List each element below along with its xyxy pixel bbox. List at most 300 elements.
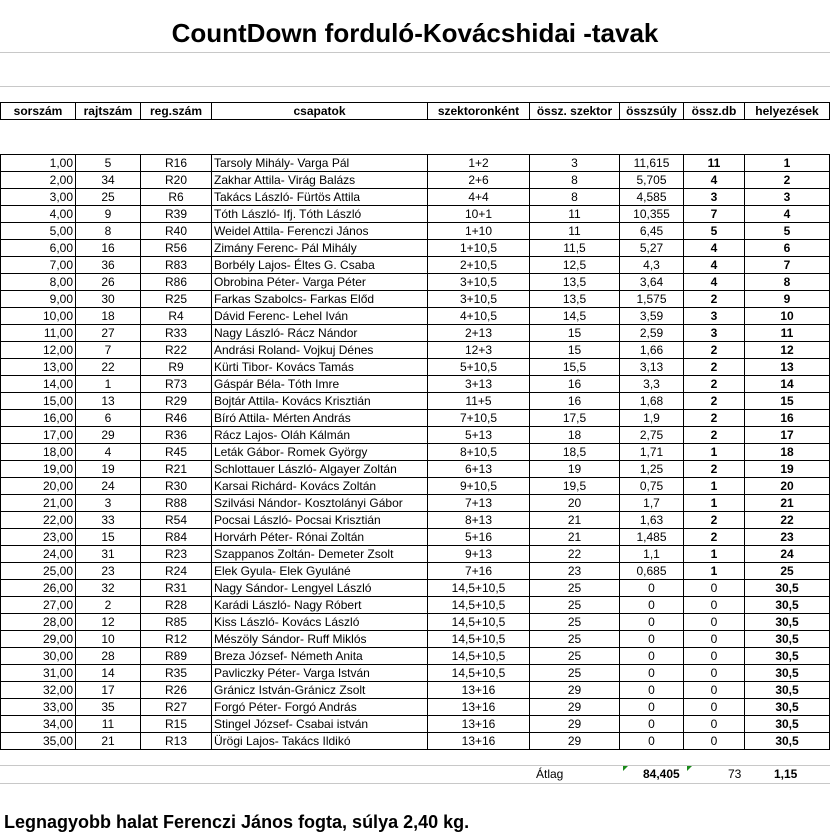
reg-number-cell: R25 bbox=[141, 291, 212, 308]
start-number-cell: 33 bbox=[76, 512, 141, 529]
table-row bbox=[1, 444, 830, 461]
team-name-cell: Mészöly Sándor- Ruff Miklós bbox=[212, 631, 428, 648]
total-sector-cell: 16 bbox=[530, 376, 620, 393]
start-number-cell: 18 bbox=[76, 308, 141, 325]
reg-number-cell: R20 bbox=[141, 172, 212, 189]
row-number-cell: 10,00 bbox=[1, 308, 76, 325]
sectors-cell: 8+13 bbox=[428, 512, 530, 529]
start-number-cell: 6 bbox=[76, 410, 141, 427]
sectors-cell: 5+13 bbox=[428, 427, 530, 444]
total-count-cell: 3 bbox=[684, 308, 745, 325]
row-number-cell: 33,00 bbox=[1, 699, 76, 716]
row-number-cell: 29,00 bbox=[1, 631, 76, 648]
start-number-cell: 8 bbox=[76, 223, 141, 240]
total-count-cell: 1 bbox=[684, 495, 745, 512]
start-number-cell: 14 bbox=[76, 665, 141, 682]
row-number-cell: 19,00 bbox=[1, 461, 76, 478]
row-number-cell: 26,00 bbox=[1, 580, 76, 597]
total-sector-cell: 25 bbox=[530, 648, 620, 665]
reg-number-cell: R86 bbox=[141, 274, 212, 291]
total-count-cell: 11 bbox=[684, 155, 745, 172]
total-sector-cell: 17,5 bbox=[530, 410, 620, 427]
ranking-cell: 1 bbox=[745, 155, 830, 172]
total-weight-cell: 2,59 bbox=[620, 325, 684, 342]
total-count-cell: 0 bbox=[684, 597, 745, 614]
table-row bbox=[1, 546, 830, 563]
ranking-cell: 30,5 bbox=[745, 665, 830, 682]
team-name-cell: Schlottauer László- Algayer Zoltán bbox=[212, 461, 428, 478]
table-row bbox=[1, 155, 830, 172]
reg-number-cell: R54 bbox=[141, 512, 212, 529]
team-name-cell: Tóth László- Ifj. Tóth László bbox=[212, 206, 428, 223]
sectors-cell: 5+16 bbox=[428, 529, 530, 546]
total-sector-cell: 29 bbox=[530, 733, 620, 750]
sectors-cell: 7+10,5 bbox=[428, 410, 530, 427]
total-count-cell: 0 bbox=[684, 580, 745, 597]
total-sector-cell: 8 bbox=[530, 172, 620, 189]
reg-number-cell: R56 bbox=[141, 240, 212, 257]
team-name-cell: Karsai Richárd- Kovács Zoltán bbox=[212, 478, 428, 495]
total-count-cell: 2 bbox=[684, 359, 745, 376]
team-name-cell: Obrobina Péter- Varga Péter bbox=[212, 274, 428, 291]
row-number-cell: 28,00 bbox=[1, 614, 76, 631]
row-number-cell: 2,00 bbox=[1, 172, 76, 189]
column-header: össz.db bbox=[684, 103, 745, 120]
table-row bbox=[1, 631, 830, 648]
sectors-cell: 5+10,5 bbox=[428, 359, 530, 376]
ranking-cell: 6 bbox=[745, 240, 830, 257]
team-name-cell: Horvárh Péter- Rónai Zoltán bbox=[212, 529, 428, 546]
sectors-cell: 3+10,5 bbox=[428, 274, 530, 291]
start-number-cell: 17 bbox=[76, 682, 141, 699]
reg-number-cell: R22 bbox=[141, 342, 212, 359]
row-number-cell: 15,00 bbox=[1, 393, 76, 410]
total-weight-cell: 0 bbox=[620, 665, 684, 682]
start-number-cell: 9 bbox=[76, 206, 141, 223]
reg-number-cell: R40 bbox=[141, 223, 212, 240]
header-row bbox=[1, 103, 830, 120]
table-row bbox=[1, 580, 830, 597]
total-weight-cell: 1,71 bbox=[620, 444, 684, 461]
ranking-cell: 30,5 bbox=[745, 733, 830, 750]
row-number-cell: 4,00 bbox=[1, 206, 76, 223]
gridline bbox=[0, 52, 830, 53]
gridline bbox=[0, 86, 830, 87]
total-count-cell: 2 bbox=[684, 529, 745, 546]
table-row bbox=[1, 563, 830, 580]
start-number-cell: 26 bbox=[76, 274, 141, 291]
average-weight: 84,405 bbox=[643, 767, 680, 781]
ranking-cell: 30,5 bbox=[745, 631, 830, 648]
reg-number-cell: R73 bbox=[141, 376, 212, 393]
table-row bbox=[1, 529, 830, 546]
total-count-cell: 0 bbox=[684, 648, 745, 665]
sectors-cell: 4+10,5 bbox=[428, 308, 530, 325]
total-sector-cell: 21 bbox=[530, 512, 620, 529]
results-table bbox=[0, 102, 830, 750]
ranking-cell: 30,5 bbox=[745, 682, 830, 699]
sectors-cell: 4+4 bbox=[428, 189, 530, 206]
start-number-cell: 1 bbox=[76, 376, 141, 393]
total-weight-cell: 4,585 bbox=[620, 189, 684, 206]
row-number-cell: 12,00 bbox=[1, 342, 76, 359]
sectors-cell: 7+13 bbox=[428, 495, 530, 512]
ranking-cell: 4 bbox=[745, 206, 830, 223]
total-sector-cell: 13,5 bbox=[530, 274, 620, 291]
column-header: helyezések bbox=[745, 103, 830, 120]
reg-number-cell: R35 bbox=[141, 665, 212, 682]
table-row bbox=[1, 648, 830, 665]
table-row bbox=[1, 682, 830, 699]
ranking-cell: 22 bbox=[745, 512, 830, 529]
column-header: összsúly bbox=[620, 103, 684, 120]
reg-number-cell: R27 bbox=[141, 699, 212, 716]
page-title: CountDown forduló-Kovácshidai -tavak bbox=[171, 18, 659, 48]
total-weight-cell: 10,355 bbox=[620, 206, 684, 223]
sectors-cell: 14,5+10,5 bbox=[428, 597, 530, 614]
total-count-cell: 2 bbox=[684, 512, 745, 529]
ranking-cell: 2 bbox=[745, 172, 830, 189]
reg-number-cell: R31 bbox=[141, 580, 212, 597]
team-name-cell: Leták Gábor- Romek György bbox=[212, 444, 428, 461]
sectors-cell: 1+10 bbox=[428, 223, 530, 240]
total-sector-cell: 25 bbox=[530, 665, 620, 682]
sectors-cell: 12+3 bbox=[428, 342, 530, 359]
total-count-cell: 0 bbox=[684, 631, 745, 648]
row-number-cell: 30,00 bbox=[1, 648, 76, 665]
start-number-cell: 36 bbox=[76, 257, 141, 274]
ranking-cell: 17 bbox=[745, 427, 830, 444]
table-row bbox=[1, 376, 830, 393]
total-sector-cell: 21 bbox=[530, 529, 620, 546]
reg-number-cell: R4 bbox=[141, 308, 212, 325]
total-sector-cell: 15,5 bbox=[530, 359, 620, 376]
ranking-cell: 5 bbox=[745, 223, 830, 240]
row-number-cell: 5,00 bbox=[1, 223, 76, 240]
sectors-cell: 14,5+10,5 bbox=[428, 631, 530, 648]
total-count-cell: 0 bbox=[684, 716, 745, 733]
total-sector-cell: 23 bbox=[530, 563, 620, 580]
total-weight-cell: 1,9 bbox=[620, 410, 684, 427]
row-number-cell: 11,00 bbox=[1, 325, 76, 342]
reg-number-cell: R85 bbox=[141, 614, 212, 631]
total-weight-cell: 1,485 bbox=[620, 529, 684, 546]
table-row bbox=[1, 495, 830, 512]
total-count-cell: 0 bbox=[684, 665, 745, 682]
total-weight-cell: 0,75 bbox=[620, 478, 684, 495]
reg-number-cell: R23 bbox=[141, 546, 212, 563]
total-weight-cell: 0 bbox=[620, 648, 684, 665]
table-row bbox=[1, 274, 830, 291]
total-weight-cell: 0 bbox=[620, 733, 684, 750]
sectors-cell: 2+10,5 bbox=[428, 257, 530, 274]
ranking-cell: 23 bbox=[745, 529, 830, 546]
average-rank: 1,15 bbox=[774, 767, 798, 781]
sectors-cell: 6+13 bbox=[428, 461, 530, 478]
team-name-cell: Bíró Attila- Mérten András bbox=[212, 410, 428, 427]
reg-number-cell: R12 bbox=[141, 631, 212, 648]
start-number-cell: 23 bbox=[76, 563, 141, 580]
total-sector-cell: 12,5 bbox=[530, 257, 620, 274]
total-weight-cell: 3,3 bbox=[620, 376, 684, 393]
start-number-cell: 32 bbox=[76, 580, 141, 597]
total-weight-cell: 3,64 bbox=[620, 274, 684, 291]
total-sector-cell: 22 bbox=[530, 546, 620, 563]
total-weight-cell: 1,7 bbox=[620, 495, 684, 512]
total-sector-cell: 16 bbox=[530, 393, 620, 410]
total-sector-cell: 29 bbox=[530, 716, 620, 733]
total-weight-cell: 0,685 bbox=[620, 563, 684, 580]
table-row bbox=[1, 512, 830, 529]
total-sector-cell: 8 bbox=[530, 189, 620, 206]
start-number-cell: 34 bbox=[76, 172, 141, 189]
column-header: sorszám bbox=[1, 103, 76, 120]
total-sector-cell: 29 bbox=[530, 699, 620, 716]
reg-number-cell: R28 bbox=[141, 597, 212, 614]
sectors-cell: 13+16 bbox=[428, 733, 530, 750]
ranking-cell: 16 bbox=[745, 410, 830, 427]
total-sector-cell: 19,5 bbox=[530, 478, 620, 495]
ranking-cell: 10 bbox=[745, 308, 830, 325]
total-weight-cell: 0 bbox=[620, 597, 684, 614]
start-number-cell: 3 bbox=[76, 495, 141, 512]
start-number-cell: 12 bbox=[76, 614, 141, 631]
reg-number-cell: R15 bbox=[141, 716, 212, 733]
total-count-cell: 1 bbox=[684, 478, 745, 495]
reg-number-cell: R16 bbox=[141, 155, 212, 172]
total-count-cell: 1 bbox=[684, 563, 745, 580]
total-count-cell: 4 bbox=[684, 274, 745, 291]
ranking-cell: 20 bbox=[745, 478, 830, 495]
total-count-cell: 0 bbox=[684, 682, 745, 699]
reg-number-cell: R9 bbox=[141, 359, 212, 376]
summary-row bbox=[0, 764, 830, 784]
start-number-cell: 28 bbox=[76, 648, 141, 665]
start-number-cell: 31 bbox=[76, 546, 141, 563]
total-weight-cell: 5,705 bbox=[620, 172, 684, 189]
total-sector-cell: 15 bbox=[530, 325, 620, 342]
team-name-cell: Forgó Péter- Forgó András bbox=[212, 699, 428, 716]
row-number-cell: 20,00 bbox=[1, 478, 76, 495]
sectors-cell: 14,5+10,5 bbox=[428, 648, 530, 665]
ranking-cell: 8 bbox=[745, 274, 830, 291]
start-number-cell: 30 bbox=[76, 291, 141, 308]
row-number-cell: 32,00 bbox=[1, 682, 76, 699]
total-count-cell: 7 bbox=[684, 206, 745, 223]
total-weight-cell: 1,66 bbox=[620, 342, 684, 359]
total-count-cell: 4 bbox=[684, 257, 745, 274]
reg-number-cell: R39 bbox=[141, 206, 212, 223]
team-name-cell: Rácz Lajos- Oláh Kálmán bbox=[212, 427, 428, 444]
total-weight-cell: 0 bbox=[620, 699, 684, 716]
cell-marker-icon bbox=[623, 766, 628, 771]
total-weight-cell: 3,13 bbox=[620, 359, 684, 376]
reg-number-cell: R24 bbox=[141, 563, 212, 580]
start-number-cell: 7 bbox=[76, 342, 141, 359]
sectors-cell: 9+13 bbox=[428, 546, 530, 563]
total-count-cell: 2 bbox=[684, 427, 745, 444]
table-body bbox=[1, 120, 830, 750]
start-number-cell: 35 bbox=[76, 699, 141, 716]
ranking-cell: 30,5 bbox=[745, 699, 830, 716]
ranking-cell: 30,5 bbox=[745, 580, 830, 597]
column-header: szektoronként bbox=[428, 103, 530, 120]
row-number-cell: 9,00 bbox=[1, 291, 76, 308]
total-count-cell: 5 bbox=[684, 223, 745, 240]
table-row bbox=[1, 308, 830, 325]
ranking-cell: 11 bbox=[745, 325, 830, 342]
total-count-cell: 2 bbox=[684, 376, 745, 393]
row-number-cell: 1,00 bbox=[1, 155, 76, 172]
team-name-cell: Nagy László- Rácz Nándor bbox=[212, 325, 428, 342]
team-name-cell: Bojtár Attila- Kovács Krisztián bbox=[212, 393, 428, 410]
total-sector-cell: 25 bbox=[530, 580, 620, 597]
team-name-cell: Gránicz István-Gránicz Zsolt bbox=[212, 682, 428, 699]
row-number-cell: 16,00 bbox=[1, 410, 76, 427]
reg-number-cell: R83 bbox=[141, 257, 212, 274]
sectors-cell: 2+6 bbox=[428, 172, 530, 189]
cell-marker-icon bbox=[687, 766, 692, 771]
table-row bbox=[1, 223, 830, 240]
sectors-cell: 13+16 bbox=[428, 716, 530, 733]
total-count-cell: 0 bbox=[684, 699, 745, 716]
reg-number-cell: R89 bbox=[141, 648, 212, 665]
average-label: Átlag bbox=[536, 767, 564, 781]
total-weight-cell: 4,3 bbox=[620, 257, 684, 274]
total-sector-cell: 13,5 bbox=[530, 291, 620, 308]
team-name-cell: Karádi László- Nagy Róbert bbox=[212, 597, 428, 614]
reg-number-cell: R36 bbox=[141, 427, 212, 444]
start-number-cell: 10 bbox=[76, 631, 141, 648]
ranking-cell: 25 bbox=[745, 563, 830, 580]
sectors-cell: 3+13 bbox=[428, 376, 530, 393]
total-sector-cell: 15 bbox=[530, 342, 620, 359]
total-weight-cell: 6,45 bbox=[620, 223, 684, 240]
row-number-cell: 18,00 bbox=[1, 444, 76, 461]
start-number-cell: 11 bbox=[76, 716, 141, 733]
reg-number-cell: R13 bbox=[141, 733, 212, 750]
total-count-cell: 0 bbox=[684, 733, 745, 750]
total-sector-cell: 19 bbox=[530, 461, 620, 478]
row-number-cell: 13,00 bbox=[1, 359, 76, 376]
total-weight-cell: 3,59 bbox=[620, 308, 684, 325]
start-number-cell: 19 bbox=[76, 461, 141, 478]
start-number-cell: 16 bbox=[76, 240, 141, 257]
table-row bbox=[1, 393, 830, 410]
total-count-cell: 2 bbox=[684, 342, 745, 359]
total-sector-cell: 18 bbox=[530, 427, 620, 444]
row-number-cell: 27,00 bbox=[1, 597, 76, 614]
team-name-cell: Ürögi Lajos- Takács Ildikó bbox=[212, 733, 428, 750]
table-row bbox=[1, 359, 830, 376]
blank-row bbox=[1, 120, 830, 155]
sectors-cell: 8+10,5 bbox=[428, 444, 530, 461]
ranking-cell: 12 bbox=[745, 342, 830, 359]
start-number-cell: 22 bbox=[76, 359, 141, 376]
start-number-cell: 29 bbox=[76, 427, 141, 444]
total-weight-cell: 11,615 bbox=[620, 155, 684, 172]
total-count-cell: 3 bbox=[684, 189, 745, 206]
total-weight-cell: 1,25 bbox=[620, 461, 684, 478]
table-row bbox=[1, 733, 830, 750]
row-number-cell: 23,00 bbox=[1, 529, 76, 546]
reg-number-cell: R33 bbox=[141, 325, 212, 342]
team-name-cell: Breza József- Németh Anita bbox=[212, 648, 428, 665]
table-row bbox=[1, 699, 830, 716]
row-number-cell: 3,00 bbox=[1, 189, 76, 206]
sectors-cell: 1+10,5 bbox=[428, 240, 530, 257]
total-sector-cell: 29 bbox=[530, 682, 620, 699]
reg-number-cell: R6 bbox=[141, 189, 212, 206]
average-count: 73 bbox=[728, 767, 742, 781]
total-weight-cell: 1,68 bbox=[620, 393, 684, 410]
start-number-cell: 15 bbox=[76, 529, 141, 546]
column-header: össz. szektor bbox=[530, 103, 620, 120]
footer-note: Legnagyobb halat Ferenczi János fogta, súlya 2,40 kg. bbox=[4, 812, 470, 832]
reg-number-cell: R45 bbox=[141, 444, 212, 461]
sectors-cell: 9+10,5 bbox=[428, 478, 530, 495]
row-number-cell: 35,00 bbox=[1, 733, 76, 750]
team-name-cell: Gáspár Béla- Tóth Imre bbox=[212, 376, 428, 393]
total-weight-cell: 0 bbox=[620, 716, 684, 733]
column-header: reg.szám bbox=[141, 103, 212, 120]
sectors-cell: 11+5 bbox=[428, 393, 530, 410]
total-sector-cell: 11,5 bbox=[530, 240, 620, 257]
sectors-cell: 2+13 bbox=[428, 325, 530, 342]
total-sector-cell: 20 bbox=[530, 495, 620, 512]
total-weight-cell: 0 bbox=[620, 631, 684, 648]
team-name-cell: Zimány Ferenc- Pál Mihály bbox=[212, 240, 428, 257]
row-number-cell: 34,00 bbox=[1, 716, 76, 733]
table-row bbox=[1, 172, 830, 189]
total-weight-cell: 5,27 bbox=[620, 240, 684, 257]
row-number-cell: 8,00 bbox=[1, 274, 76, 291]
reg-number-cell: R21 bbox=[141, 461, 212, 478]
total-count-cell: 1 bbox=[684, 546, 745, 563]
row-number-cell: 24,00 bbox=[1, 546, 76, 563]
table-row bbox=[1, 325, 830, 342]
ranking-cell: 24 bbox=[745, 546, 830, 563]
sectors-cell: 3+10,5 bbox=[428, 291, 530, 308]
total-sector-cell: 18,5 bbox=[530, 444, 620, 461]
total-weight-cell: 0 bbox=[620, 682, 684, 699]
ranking-cell: 14 bbox=[745, 376, 830, 393]
total-weight-cell: 1,575 bbox=[620, 291, 684, 308]
team-name-cell: Takács László- Fürtös Attila bbox=[212, 189, 428, 206]
table-row bbox=[1, 410, 830, 427]
team-name-cell: Szappanos Zoltán- Demeter Zsolt bbox=[212, 546, 428, 563]
total-count-cell: 0 bbox=[684, 614, 745, 631]
team-name-cell: Tarsoly Mihály- Varga Pál bbox=[212, 155, 428, 172]
start-number-cell: 27 bbox=[76, 325, 141, 342]
ranking-cell: 30,5 bbox=[745, 648, 830, 665]
team-name-cell: Nagy Sándor- Lengyel László bbox=[212, 580, 428, 597]
reg-number-cell: R29 bbox=[141, 393, 212, 410]
table-row bbox=[1, 257, 830, 274]
reg-number-cell: R26 bbox=[141, 682, 212, 699]
total-sector-cell: 11 bbox=[530, 223, 620, 240]
table-row bbox=[1, 240, 830, 257]
row-number-cell: 6,00 bbox=[1, 240, 76, 257]
sectors-cell: 14,5+10,5 bbox=[428, 665, 530, 682]
total-count-cell: 2 bbox=[684, 410, 745, 427]
total-count-cell: 1 bbox=[684, 444, 745, 461]
total-sector-cell: 14,5 bbox=[530, 308, 620, 325]
table-row bbox=[1, 614, 830, 631]
total-weight-cell: 1,63 bbox=[620, 512, 684, 529]
team-name-cell: Dávid Ferenc- Lehel Iván bbox=[212, 308, 428, 325]
total-weight-cell: 1,1 bbox=[620, 546, 684, 563]
